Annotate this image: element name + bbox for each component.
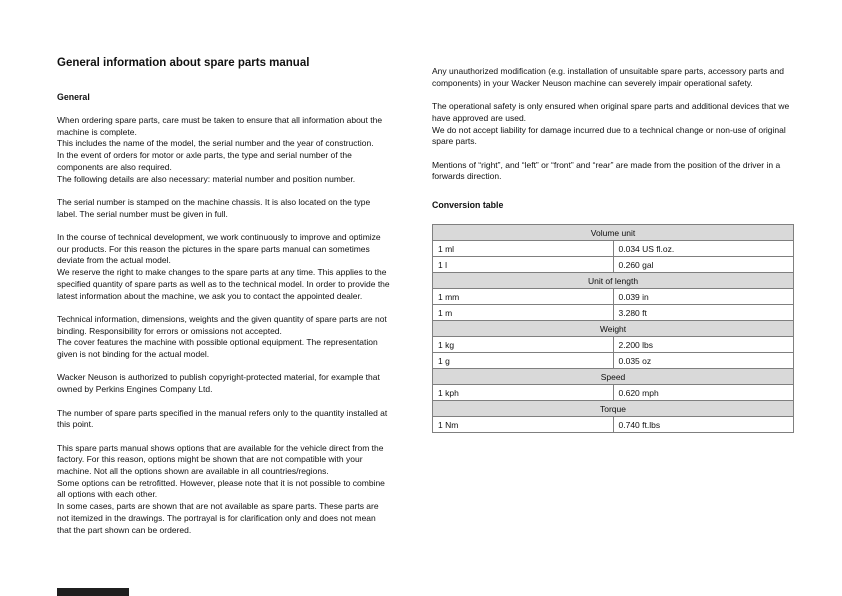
table-section-header: Unit of length bbox=[433, 273, 794, 289]
table-cell-metric: 1 ml bbox=[433, 241, 614, 257]
table-cell-metric: 1 l bbox=[433, 257, 614, 273]
paragraph-text: The following details are also necessary: material number and position number. bbox=[57, 173, 356, 184]
paragraph-block bbox=[57, 314, 391, 361]
table-section-header: Weight bbox=[433, 321, 794, 337]
table-row bbox=[433, 257, 794, 273]
paragraph-block bbox=[432, 101, 792, 148]
paragraph-text: We reserve the right to make changes to the spare parts at any time. This applies to the specified quantity of spare parts as well as to the technical model. In order to provide the latest information about the machine, we ask you to contact the appointed dealer. bbox=[57, 267, 390, 301]
paragraph-block bbox=[57, 372, 391, 395]
paragraph-text: The operational safety is only ensured when original spare parts and additional devices that we have approved are used. bbox=[432, 101, 790, 123]
paragraph-text: When ordering spare parts, care must be taken to ensure that all information about the machine is complete. bbox=[57, 115, 383, 137]
paragraph-block bbox=[57, 197, 391, 220]
paragraph-text: In some cases, parts are shown that are not available as spare parts. These parts are not itemized in the drawings. The portrayal is for clarification only and does not mean that the part shown can be ordered. bbox=[57, 501, 379, 535]
table-row bbox=[433, 289, 794, 305]
conversion-table bbox=[432, 224, 794, 433]
left-column-text bbox=[57, 115, 391, 536]
table-section-header: Torque bbox=[433, 401, 794, 417]
paragraph-block bbox=[432, 160, 792, 183]
table-cell-imperial: 0.740 ft.lbs bbox=[613, 417, 794, 433]
paragraph-text: The cover features the machine with possible optional equipment. The representation given is not binding for the actual model. bbox=[57, 337, 378, 360]
table-section-row bbox=[433, 369, 794, 385]
paragraph-text: Mentions of “right”, and “left” or “front” and “rear” are made from the position of the driver in a forwards direction. bbox=[432, 159, 781, 182]
left-column bbox=[57, 56, 391, 548]
table-cell-imperial: 3.280 ft bbox=[613, 305, 794, 321]
table-section-row bbox=[433, 321, 794, 337]
table-cell-metric: 1 kg bbox=[433, 337, 614, 353]
right-column bbox=[432, 66, 792, 433]
table-cell-metric: 1 Nm bbox=[433, 417, 614, 433]
table-cell-imperial: 0.620 mph bbox=[613, 385, 794, 401]
table-section-row bbox=[433, 401, 794, 417]
table-cell-metric: 1 g bbox=[433, 353, 614, 369]
table-section-header: Volume unit bbox=[433, 225, 794, 241]
table-row bbox=[433, 417, 794, 433]
paragraph-text: In the course of technical development, we work continuously to improve and optimize our products. For this reason the pictures in the spare parts manual can sometimes deviate from the actual model. bbox=[57, 232, 381, 266]
paragraph-block bbox=[57, 115, 391, 185]
table-cell-metric: 1 kph bbox=[433, 385, 614, 401]
page-title: General information about spare parts manual bbox=[57, 57, 310, 69]
paragraph-text: Any unauthorized modification (e.g. installation of unsuitable spare parts, accessory parts and components) in your Wacker Neuson machine can severely impair operational safety. bbox=[432, 66, 785, 88]
section-heading-conversion-table: Conversion table bbox=[432, 200, 504, 210]
paragraph-block bbox=[57, 232, 391, 302]
table-cell-imperial: 2.200 lbs bbox=[613, 337, 794, 353]
table-cell-imperial: 0.034 US fl.oz. bbox=[613, 241, 794, 257]
paragraph-text: This includes the name of the model, the serial number and the year of construction. bbox=[57, 138, 374, 149]
paragraph-text: This spare parts manual shows options that are available for the vehicle direct from the factory. For this reason, options might be shown that are not compatible with your machine. Not all the options shown are available in all countries/regions. bbox=[57, 442, 384, 476]
table-row bbox=[433, 353, 794, 369]
footer-logo-bar bbox=[57, 588, 129, 596]
paragraph-block bbox=[57, 408, 391, 431]
table-cell-metric: 1 mm bbox=[433, 289, 614, 305]
table-row bbox=[433, 305, 794, 321]
table-row bbox=[433, 241, 794, 257]
section-heading-general: General bbox=[57, 92, 90, 102]
table-cell-imperial: 0.039 in bbox=[613, 289, 794, 305]
paragraph-text: We do not accept liability for damage incurred due to a technical change or non-use of original spare parts. bbox=[432, 124, 786, 147]
right-column-text bbox=[432, 66, 792, 183]
table-cell-imperial: 0.035 oz bbox=[613, 353, 794, 369]
paragraph-text: Technical information, dimensions, weights and the given quantity of spare parts are not binding. Responsibility for errors or omissions not accepted. bbox=[57, 313, 387, 336]
paragraph-text: In the event of orders for motor or axle parts, the type and serial number of the components are also required. bbox=[57, 150, 352, 172]
table-section-row bbox=[433, 225, 794, 241]
table-row bbox=[433, 385, 794, 401]
table-cell-imperial: 0.260 gal bbox=[613, 257, 794, 273]
table-cell-metric: 1 m bbox=[433, 305, 614, 321]
paragraph-block bbox=[432, 66, 792, 89]
table-section-header: Speed bbox=[433, 369, 794, 385]
table-section-row bbox=[433, 273, 794, 289]
paragraph-block bbox=[57, 443, 391, 537]
paragraph-text: Wacker Neuson is authorized to publish copyright-protected material, for example that owned by Perkins Engines Company Ltd. bbox=[57, 372, 380, 395]
table-row bbox=[433, 337, 794, 353]
paragraph-text: Some options can be retrofitted. However, please note that it is not possible to combine all options with each other. bbox=[57, 477, 385, 500]
paragraph-text: The number of spare parts specified in the manual refers only to the quantity installed at this point. bbox=[57, 407, 388, 430]
paragraph-text: The serial number is stamped on the machine chassis. It is also located on the type label. The serial number must be given in full. bbox=[57, 196, 371, 219]
